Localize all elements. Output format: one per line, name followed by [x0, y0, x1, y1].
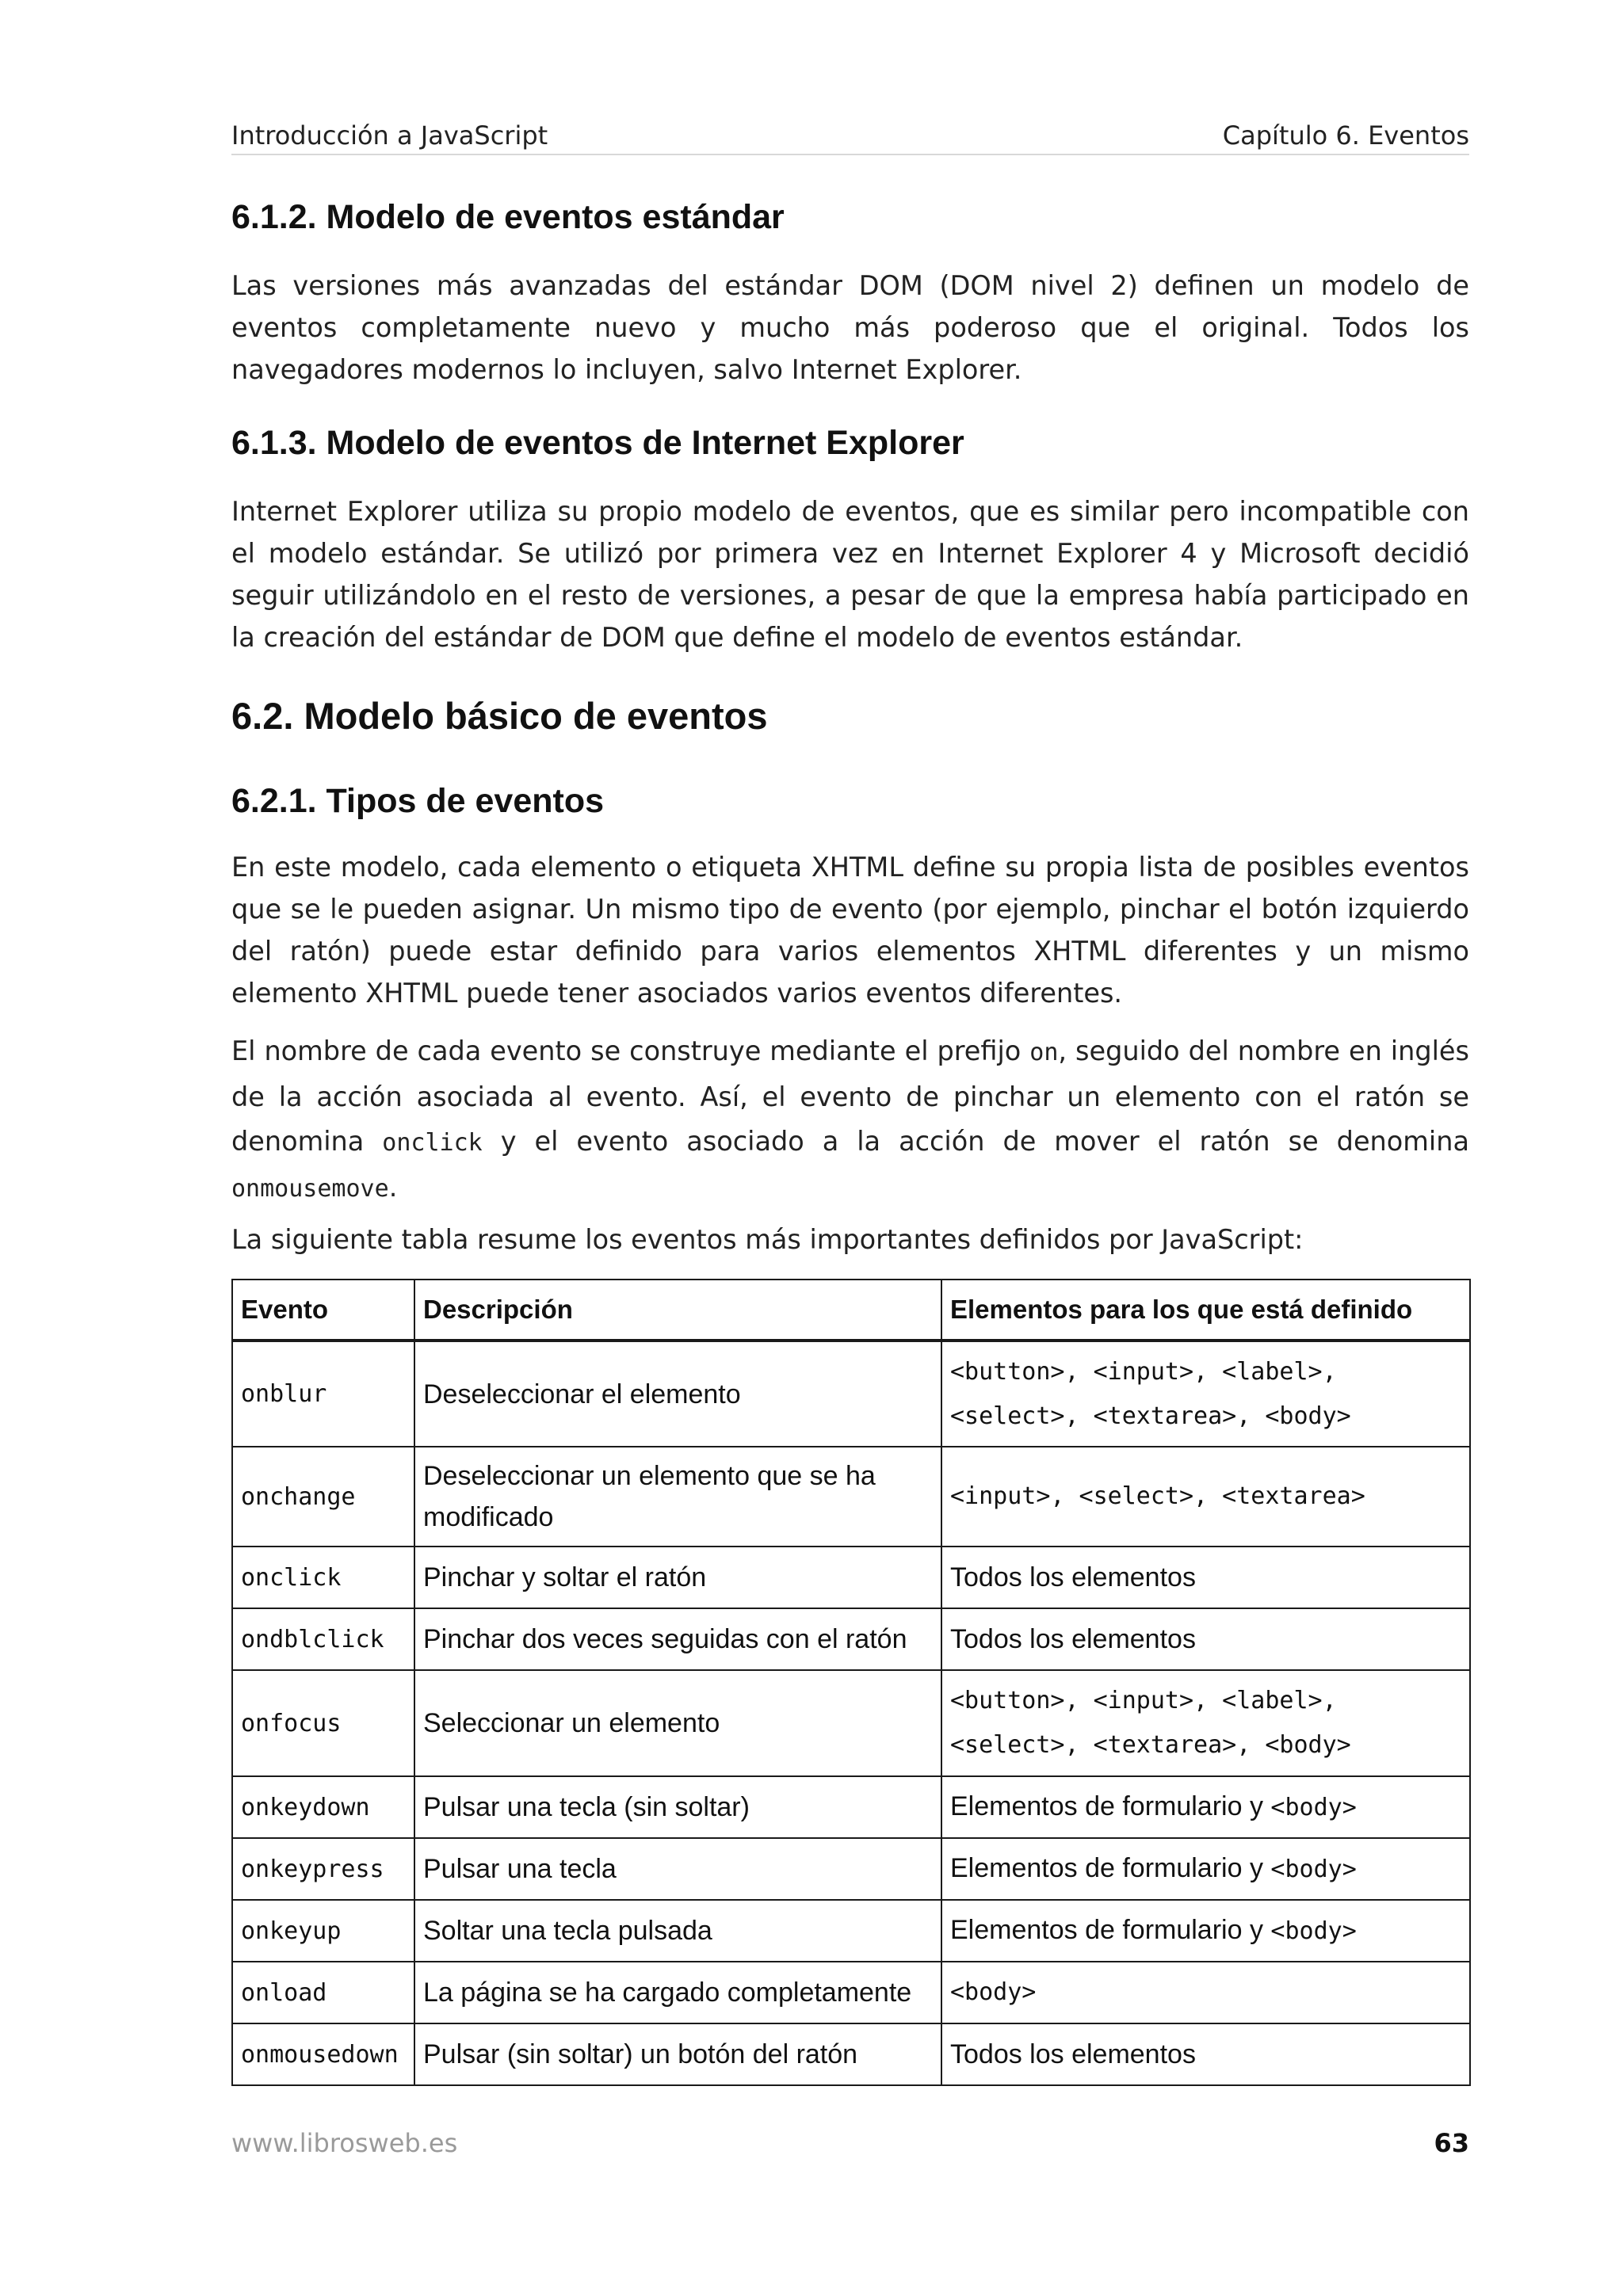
section-6-2-1-paragraph-3: La siguiente tabla resume los eventos más importantes definidos por JavaScript:: [231, 1224, 1304, 1255]
running-header: [231, 116, 1469, 155]
section-6-2-1-paragraph-2: El nombre de cada evento se construye mediante el prefijo on, seguido del nombre en inglés de la acción asociada al evento. Así, el evento de pinchar un elemento con el ratón se denomina onclick y el evento asociado a la acción de mover el ratón se denomina onmousemove.: [231, 1035, 1469, 1203]
event-elements: Elementos de formulario y <body>: [941, 1838, 1470, 1900]
event-description: Deseleccionar un elemento que se ha modificado: [414, 1447, 941, 1547]
table-row: [232, 1447, 1470, 1547]
event-description: Seleccionar un elemento: [414, 1670, 941, 1776]
table-row: [232, 1900, 1470, 1962]
section-6-1-2-text: Las versiones más avanzadas del estándar DOM (DOM nivel 2) definen un modelo de eventos completamente nuevo y mucho más poderoso que el original. Todos los navegadores modernos lo incluyen, salvo Internet Explorer.: [231, 270, 1469, 385]
event-name: onmousedown: [232, 2023, 414, 2085]
event-name: onkeydown: [232, 1776, 414, 1838]
header-evento: Evento: [232, 1280, 414, 1341]
table-row: [232, 2023, 1470, 2085]
table-row: [232, 1962, 1470, 2023]
event-description: Pulsar una tecla: [414, 1838, 941, 1900]
header-chapter: Capítulo 6. Eventos: [1222, 120, 1469, 151]
event-elements: Todos los elementos: [941, 1608, 1470, 1670]
table-row: [232, 1776, 1470, 1838]
event-description: Pulsar (sin soltar) un botón del ratón: [414, 2023, 941, 2085]
header-elementos: Elementos para los que está definido: [941, 1280, 1470, 1341]
header-descripcion: Descripción: [414, 1280, 941, 1341]
code-onmousemove: onmousemove: [231, 1175, 389, 1203]
event-description: Deseleccionar el elemento: [414, 1341, 941, 1447]
event-elements: Elementos de formulario y <body>: [941, 1900, 1470, 1962]
section-6-1-2-title: 6.1.2. Modelo de eventos estándar: [231, 198, 785, 236]
event-name: onfocus: [232, 1670, 414, 1776]
event-name: onkeypress: [232, 1838, 414, 1900]
event-description: Soltar una tecla pulsada: [414, 1900, 941, 1962]
event-name: onkeyup: [232, 1900, 414, 1962]
event-description: Pinchar y soltar el ratón: [414, 1547, 941, 1608]
event-description: La página se ha cargado completamente: [414, 1962, 941, 2023]
page-number: 63: [1434, 2128, 1469, 2158]
table-row: [232, 1547, 1470, 1608]
event-name: onblur: [232, 1341, 414, 1447]
event-elements: <button>, <input>, <label>, <select>, <textarea>, <body>: [941, 1341, 1470, 1447]
event-elements: <button>, <input>, <label>, <select>, <textarea>, <body>: [941, 1670, 1470, 1776]
event-name: onclick: [232, 1547, 414, 1608]
event-name: onload: [232, 1962, 414, 2023]
section-6-2-1-title: 6.2.1. Tipos de eventos: [231, 782, 604, 820]
section-6-1-3-text: Internet Explorer utiliza su propio modelo de eventos, que es similar pero incompatible con el modelo estándar. Se utilizó por primera vez en Internet Explorer 4 y Microsoft decidió seguir utilizándolo en el resto de versiones, a pesar de que la empresa había participado en la creación del estándar de DOM que define el modelo de eventos estándar.: [231, 496, 1469, 653]
event-elements: Todos los elementos: [941, 2023, 1470, 2085]
event-elements: Elementos de formulario y <body>: [941, 1776, 1470, 1838]
event-name: ondblclick: [232, 1608, 414, 1670]
event-elements: Todos los elementos: [941, 1547, 1470, 1608]
table-row: [232, 1608, 1470, 1670]
event-description: Pulsar una tecla (sin soltar): [414, 1776, 941, 1838]
table-row: [232, 1670, 1470, 1776]
events-table: [231, 1279, 1471, 2086]
footer-site-link[interactable]: www.librosweb.es: [231, 2128, 458, 2158]
event-elements: <body>: [941, 1962, 1470, 2023]
event-description: Pinchar dos veces seguidas con el ratón: [414, 1608, 941, 1670]
code-on: on: [1029, 1039, 1059, 1066]
table-row: [232, 1341, 1470, 1447]
event-name: onchange: [232, 1447, 414, 1547]
header-book-title: Introducción a JavaScript: [231, 120, 548, 151]
table-header-row: [232, 1280, 1470, 1341]
section-6-1-3-title: 6.1.3. Modelo de eventos de Internet Explorer: [231, 424, 964, 462]
event-elements: <input>, <select>, <textarea>: [941, 1447, 1470, 1547]
table-row: [232, 1838, 1470, 1900]
code-onclick: onclick: [382, 1129, 483, 1157]
section-6-2-title: 6.2. Modelo básico de eventos: [231, 695, 768, 737]
section-6-2-1-paragraph-1: En este modelo, cada elemento o etiqueta XHTML define su propia lista de posibles eventos que se le pueden asignar. Un mismo tipo de evento (por ejemplo, pinchar el botón izquierdo del ratón) puede estar definido para varios elementos XHTML diferentes y un mismo elemento XHTML puede tener asociados varios eventos diferentes.: [231, 852, 1469, 1009]
